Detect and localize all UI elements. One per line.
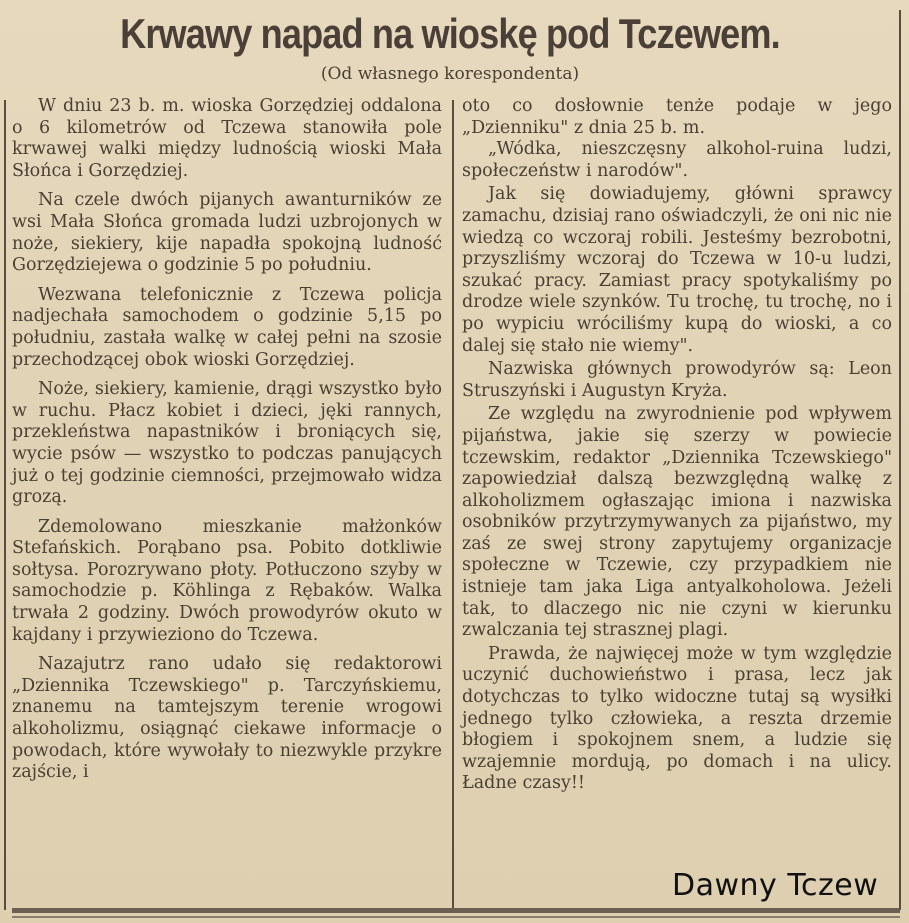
bottom-rule-thin — [12, 916, 900, 918]
paragraph: Noże, siekiery, kamienie, drągi wszystko było w ruchu. Płacz kobiet i dzieci, jęki rannych, przekleństwa napastników i broniących się, wycie psów — wszystko to podczas panujących już o tej godzinie ciemności, przejmowało widza grozą. — [12, 379, 442, 508]
paragraph: Nazajutrz rano udało się redaktorowi „Dziennika Tczewskiego" p. Tarczyńskiemu, znanemu na tamtejszym terenie wrogowi alkoholizmu, osiągnąć ciekawe informacje o powodach, które wywołały to niezwykle przykre zajście, i — [12, 654, 442, 783]
column-divider — [452, 100, 454, 912]
paragraph: oto co dosłownie tenże podaje w jego „Dzienniku" z dnia 25 b. m. — [462, 96, 892, 138]
byline: (Od własnego korespondenta) — [320, 64, 580, 84]
paragraph: „Wódka, nieszczęsny alkohol-ruina ludzi, społeczeństw i narodów". — [462, 139, 892, 181]
paragraph: Na czele dwóch pijanych awanturników ze wsi Mała Słońca gromada ludzi uzbrojonych w noże, siekiery, kije napadła spokojną ludność Gorzędziejewa o godzinie 5 po południu. — [12, 190, 442, 276]
right-border-rule — [899, 10, 901, 910]
paragraph: Prawda, że najwięcej może w tym względzie uczynić duchowieństwo i prasa, lecz jak dotychczas to tylko widoczne tutaj są wysiłki jednego tylko człowieka, a reszta drzemie błogiem i spokojnem snem, a ludzie się wzajemnie mordują, po domach i na ulicy. Ładne czasy!! — [462, 643, 892, 794]
paragraph: Nazwiska głównych prowodyrów są: Leon Struszyński i Augustyn Kryża. — [462, 359, 892, 401]
right-column — [462, 96, 892, 803]
paragraph: Jak się dowiadujemy, główni sprawcy zamachu, dzisiaj rano oświadczyli, że oni nic nie wiedzą co wczoraj robili. Jesteśmy bezrobotni, przyszliśmy wczoraj do Tczewa w 10-u ludzi, szukać pracy. Zamiast pracy spotykaliśmy po drodze wiele szynków. Tu trochę, tu trochę, no i po wypiciu wróciliśmy kupą do wioski, a co dalej się stało nie wiemy". — [462, 184, 892, 356]
headline: Krwawy napad na wioskę pod Tczewem. — [120, 10, 780, 57]
paragraph: W dniu 23 b. m. wioska Gorzędziej oddalona o 6 kilometrów od Tczewa stanowiła pole krwawej walki między ludnością wioski Mała Słońca i Gorzędziej. — [12, 96, 442, 181]
left-column — [12, 96, 442, 792]
bottom-rule — [12, 908, 900, 913]
watermark: Dawny Tczew — [672, 868, 879, 903]
left-border-rule — [4, 100, 6, 910]
paragraph: Zdemolowano mieszkanie małżonków Stefańskich. Porąbano psa. Pobito dotkliwie sołtysa. Porozrywano płoty. Potłuczono szyby w samochodzie p. Köhlinga z Rębaków. Walka trwała 2 godziny. Dwóch prowodyrów okuto w kajdany i przywieziono do Tczewa. — [12, 516, 442, 645]
paragraph: Ze względu na zwyrodnienie pod wpływem pijaństwa, jakie się szerzy w powiecie tczewskim, redaktor „Dziennika Tczewskiego" zapowiedział dalszą bezwzględną walkę z alkoholizmem ogłaszając imiona i nazwiska osobników przytrzymywanych za pijaństwo, my zaś ze swej strony zapytujemy organizacje społeczne w Tczewie, czy przypadkiem nie istnieje tam jaka Liga antyalkoholowa. Jeżeli tak, to dlaczego nic nie czyni w kierunku zwalczania tej strasznej plagi. — [462, 404, 892, 641]
paragraph: Wezwana telefonicznie z Tczewa policja nadjechała samochodem o godzinie 5,15 po południu, zastała walkę w całej pełni na szosie przechodzącej obok wioski Gorzędziej. — [12, 284, 442, 370]
